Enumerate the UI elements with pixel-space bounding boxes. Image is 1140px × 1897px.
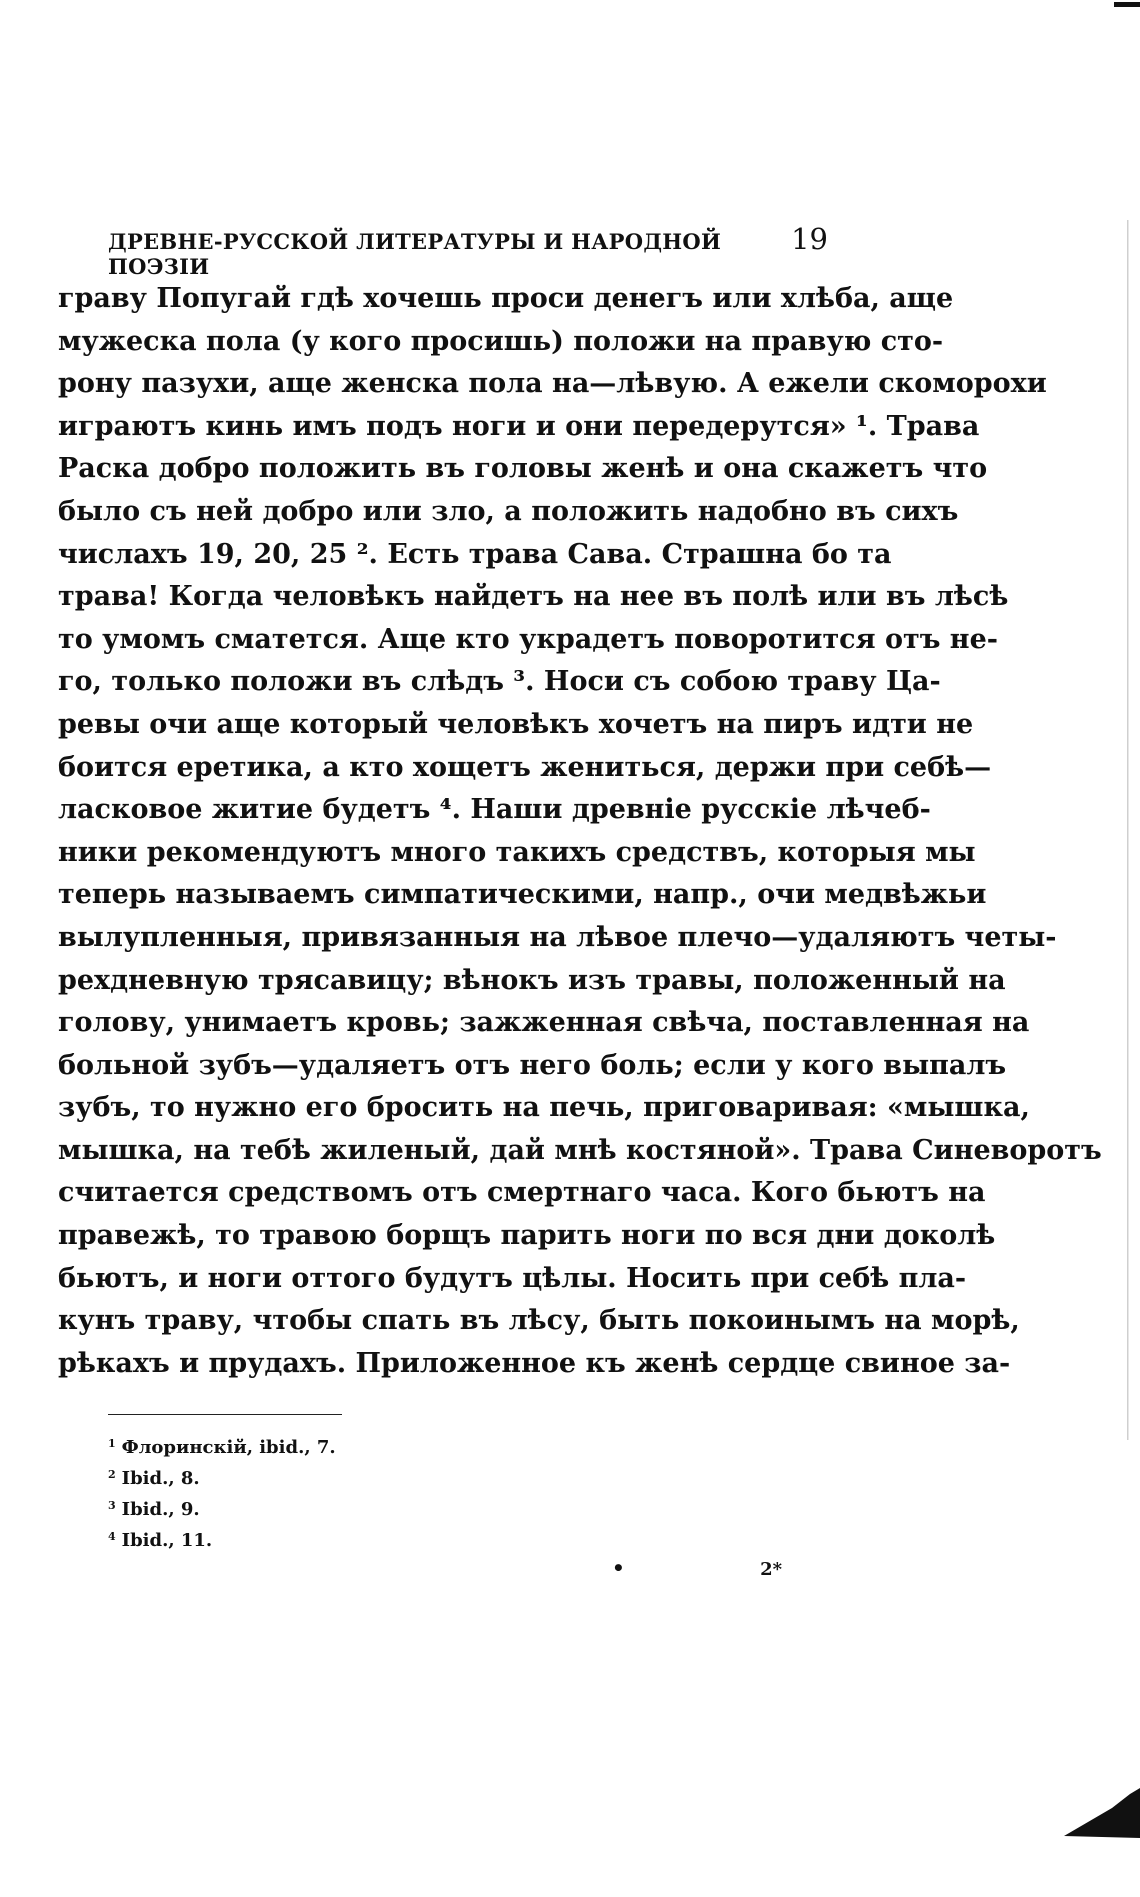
text-line: Раска добро положить въ головы женѣ и она скажетъ что: [58, 453, 988, 485]
text-line: рону пазухи, аще женска пола на—лѣвую. А ежели скоморохи: [58, 368, 1047, 400]
footnote-mark: 1: [108, 1437, 116, 1450]
footnote-mark: 4: [108, 1530, 116, 1543]
footnote: [108, 1490, 608, 1521]
text-line: голову, унимаетъ кровь; зажженная свѣча, поставленная на: [58, 1007, 1030, 1039]
scan-edge-mark-bottom: [1060, 1778, 1140, 1838]
text-line: кунъ траву, чтобы спать въ лѣсу, быть покоинымъ на морѣ,: [58, 1305, 1020, 1337]
footnote: [108, 1428, 608, 1459]
footnote: [108, 1521, 608, 1552]
text-line: рѣкахъ и прудахъ. Приложенное къ женѣ сердце свиное за-: [58, 1347, 1011, 1379]
text-line: вылупленныя, привязанныя на лѣвое плечо—удаляютъ четы-: [58, 921, 1057, 953]
signature-mark: 2*: [760, 1559, 782, 1580]
text-line: трава! Когда человѣкъ найдетъ на нее въ полѣ или въ лѣсѣ: [58, 581, 1009, 613]
text-line: больной зубъ—удаляетъ отъ него боль; если у кого выпалъ: [58, 1049, 1007, 1081]
signature-dot: •: [612, 1556, 625, 1580]
text-line: го, только положи въ слѣдъ ³. Носи съ собою траву Ца-: [58, 666, 941, 698]
text-line: было съ ней добро или зло, а положить надобно въ сихъ: [58, 495, 959, 527]
text-line: то умомъ сматется. Аще кто украдетъ поворотится отъ не-: [58, 623, 998, 655]
footnote: [108, 1459, 608, 1490]
text-line: играютъ кинь имъ подъ ноги и они передерутся» ¹. Трава: [58, 410, 980, 442]
text-line: ласковое житие будетъ ⁴. Наши древніе русскіе лѣчеб-: [58, 794, 931, 826]
footnote-text: Ibid., 9.: [121, 1499, 200, 1520]
printer-signature: [612, 1556, 782, 1580]
text-line: рехдневную трясавицу; вѣнокъ изъ травы, положенный на: [58, 964, 1006, 996]
text-line: граву Попугай гдѣ хочешь проси денегъ или хлѣба, аще: [58, 283, 954, 314]
running-head: ДРЕВНЕ-РУССКОЙ ЛИТЕРАТУРЫ И НАРОДНОЙ ПОЭЗІИ: [108, 229, 722, 279]
footnotes: [108, 1428, 608, 1552]
text-line: бьютъ, и ноги оттого будутъ цѣлы. Носить при себѣ пла-: [58, 1262, 967, 1294]
text-line: боится еретика, а кто хощетъ жениться, держи при себѣ—: [58, 751, 992, 783]
text-line: числахъ 19, 20, 25 ². Есть трава Сава. Страшна бо та: [58, 538, 892, 570]
text-line: мужеска пола (у кого просишь) положи на правую сто-: [58, 325, 944, 357]
text-line: считается средствомъ отъ смертнаго часа. Кого бьютъ на: [58, 1177, 986, 1209]
footnote-mark: 3: [108, 1499, 116, 1512]
text-line: теперь называемъ симпатическими, напр., очи медвѣжьи: [58, 879, 987, 911]
text-line: ревы очи аще который человѣкъ хочетъ на пиръ идти не: [58, 708, 974, 740]
footnote-mark: 2: [108, 1468, 116, 1481]
text-line: ники рекомендуютъ много такихъ средствъ, которыя мы: [58, 836, 976, 868]
text-line: зубъ, то нужно его бросить на печь, приговаривая: «мышка,: [58, 1092, 1030, 1124]
text-line: мышка, на тебѣ жиленый, дай мнѣ костяной». Трава Синеворотъ: [58, 1134, 1102, 1166]
footnote-text: Ibid., 8.: [121, 1468, 200, 1489]
body-text: [58, 278, 1102, 1385]
text-line: правежѣ, то травою борщъ парить ноги по вся дни доколѣ: [58, 1220, 996, 1252]
page-header: [108, 222, 828, 279]
footnote-text: Флоринскій, ibid., 7.: [121, 1437, 336, 1458]
footnote-separator: [108, 1414, 342, 1415]
footnote-text: Ibid., 11.: [121, 1530, 213, 1551]
page-number: 19: [791, 222, 828, 256]
scan-edge-mark-top: [1114, 0, 1140, 10]
scan-edge-line-right: [1127, 220, 1130, 1440]
